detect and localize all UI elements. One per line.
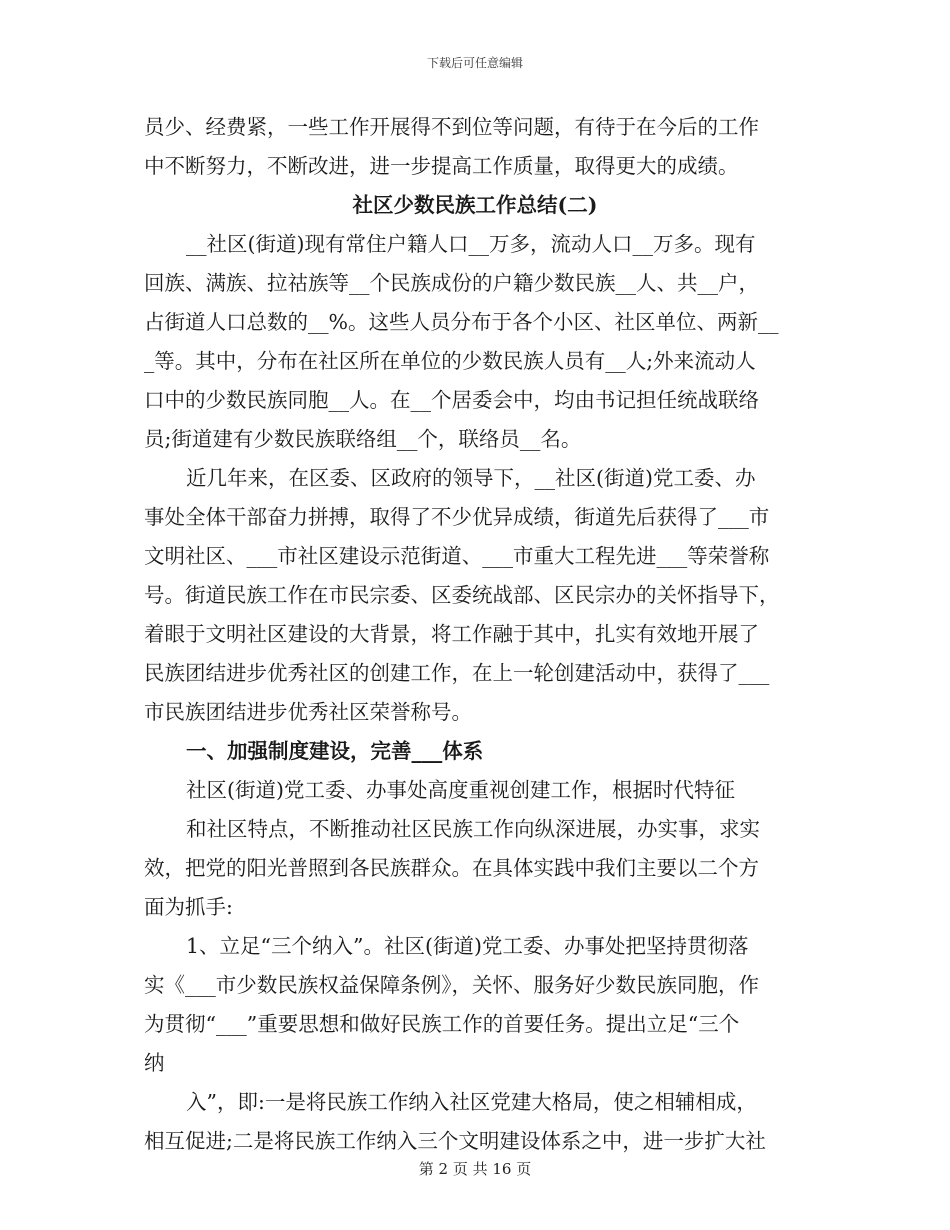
text-line: 1、立足“三个纳入”。社区(街道)党工委、办事处把坚持贯彻落 xyxy=(186,934,749,958)
page-footer: 第 2 页 共 16 页 xyxy=(418,1160,532,1178)
text-line: 中不断努力，不断改进，进一步提高工作质量，取得更大的成绩。 xyxy=(144,154,739,178)
text-line: 效，把党的阳光普照到各民族群众。在具体实践中我们主要以二个方 xyxy=(144,856,759,880)
text-line: 事处全体干部奋力拼搏，取得了不少优异成绩，街道先后获得了___市 xyxy=(144,505,770,529)
text-line: 入”，即:一是将民族工作纳入社区党建大格局，使之相辅相成， xyxy=(186,1090,757,1114)
text-line: 员;街道建有少数民族联络组__个，联络员__名。 xyxy=(144,427,582,451)
text-line: 为贯彻“___”重要思想和做好民族工作的首要任务。提出立足“三个 xyxy=(144,1012,740,1036)
text-line: 社区(街道)党工委、办事处高度重视创建工作，根据时代特征 xyxy=(186,778,735,802)
text-line: __社区(街道)现有常住户籍人口__万多，流动人口__万多。现有 xyxy=(186,232,756,256)
text-line: _等。其中，分布在社区所在单位的少数民族人员有__人;外来流动人 xyxy=(144,349,756,373)
text-line: 占街道人口总数的__%。这些人员分布于各个小区、社区单位、两新__ xyxy=(144,310,779,334)
text-line: 回族、满族、拉祜族等__个民族成份的户籍少数民族__人、共__户， xyxy=(144,271,759,295)
text-line: 实《___市少数民族权益保障条例》，关怀、服务好少数民族同胞，作 xyxy=(144,973,759,997)
document-body xyxy=(144,108,806,1161)
text-line: 民族团结进步优秀社区的创建工作，在上一轮创建活动中，获得了___ xyxy=(144,661,770,685)
text-line: 市民族团结进步优秀社区荣誉称号。 xyxy=(144,700,472,724)
text-line: 文明社区、___市社区建设示范街道、___市重大工程先进___等荣誉称 xyxy=(144,544,770,568)
text-line: 近几年来，在区委、区政府的领导下，__社区(街道)党工委、办 xyxy=(186,466,756,490)
text-line: 口中的少数民族同胞__人。在__个居委会中，均由书记担任统战联络 xyxy=(144,388,759,412)
text-line: 纳 xyxy=(144,1051,165,1075)
text-line: 号。街道民族工作在市民宗委、区委统战部、区民宗办的关怀指导下， xyxy=(144,583,780,607)
document-title: 社区少数民族工作总结(二) xyxy=(352,193,598,217)
header-note: 下载后可任意编辑 xyxy=(426,56,523,70)
text-line: 员少、经费紧，一些工作开展得不到位等问题，有待于在今后的工作 xyxy=(144,115,759,139)
text-line: 着眼于文明社区建设的大背景，将工作融于其中，扎实有效地开展了 xyxy=(144,622,759,646)
text-line: 相互促进;二是将民族工作纳入三个文明建设体系之中，进一步扩大社 xyxy=(144,1129,766,1153)
text-line: 面为抓手: xyxy=(144,895,233,919)
text-line: 和社区特点，不断推动社区民族工作向纵深进展，办实事，求实 xyxy=(186,817,760,841)
section-heading: 一、加强制度建设，完善___体系 xyxy=(186,739,484,763)
